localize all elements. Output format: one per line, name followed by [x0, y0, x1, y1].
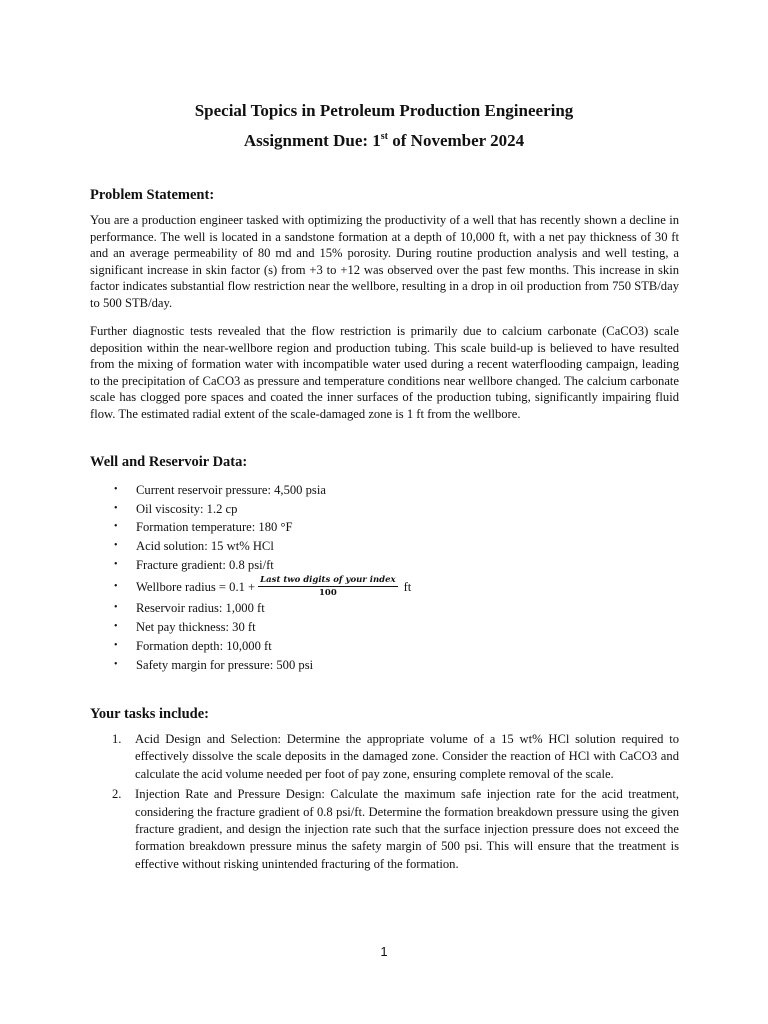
document-title: Special Topics in Petroleum Production Engineering — [194, 101, 574, 120]
list-item: • Net pay thickness: 30 ft — [90, 618, 679, 637]
bullet-icon: • — [114, 639, 118, 651]
problem-paragraph-1: You are a production engineer tasked with optimizing the productivity of a well that has recently shown a decline in performance. The well is located in a sandstone formation at a depth of 10,000 ft, with a net pay thickness of 30 ft and an average permeability of 80 md and 15% porosity. During routine production analysis and well testing, a significant increase in skin factor (s) from +3 to +12 was observed over the past few months. This increase in skin factor indicates substantial flow restriction near the wellbore, resulting in a drop in oil production from 750 STB/day to 500 STB/day. — [90, 213, 679, 310]
bullet-icon: • — [114, 521, 118, 533]
assignment-due-date — [0, 131, 768, 151]
list-item: • Acid solution: 15 wt% HCl — [90, 537, 679, 556]
task-number: 2. — [112, 787, 122, 802]
bullet-icon: • — [114, 502, 118, 514]
task-text: Acid Design and Selection: Determine the appropriate volume of a 15 wt% HCl solution required to effectively dissolve the scale deposits in the damaged zone. Consider the reaction of HCl with CaCO3 and calculate the acid volume needed per foot of pay zone, ensuring complete removal of the scale. — [135, 732, 679, 781]
bullet-icon: • — [114, 484, 118, 495]
list-item: • Current reservoir pressure: 4,500 psia — [90, 481, 679, 500]
task-text: Injection Rate and Pressure Design: Calculate the maximum safe injection rate for the acid treatment, considering the fracture gradient of 0.8 psi/ft. Determine the formation breakdown pressure using the given fracture gradient, and design the injection rate such that the surface injection pressure does not exceed the formation breakdown pressure minus the safety margin of 500 psi. This will ensure that the treatment is effective without risking unintended fracturing of the formation. — [135, 787, 679, 871]
bullet-icon: • — [114, 658, 118, 670]
fraction-denominator: 100 — [318, 588, 337, 599]
list-item: • Fracture gradient: 0.8 psi/ft — [90, 556, 679, 575]
list-item: • Oil viscosity: 1.2 cp — [90, 500, 679, 519]
list-item: • Safety margin for pressure: 500 psi — [90, 656, 679, 675]
well-data-list — [90, 481, 679, 674]
problem-statement-heading: Problem Statement: — [90, 187, 215, 203]
wellbore-radius-prefix: Wellbore radius = 0.1 + — [136, 580, 256, 595]
fraction-numerator: Last two digits of your index — [260, 575, 396, 586]
task-number: 1. — [112, 732, 122, 746]
bullet-icon: • — [114, 558, 118, 570]
bullet-icon: • — [114, 602, 118, 614]
tasks-heading: Your tasks include: — [90, 706, 209, 722]
task-list — [90, 731, 679, 876]
bullet-icon: • — [114, 621, 118, 633]
due-date-ordinal: st — [380, 131, 389, 142]
list-item: • Reservoir radius: 1,000 ft — [90, 599, 679, 618]
wellbore-radius-fraction — [258, 575, 397, 598]
problem-paragraph-2: Further diagnostic tests revealed that the flow restriction is primarily due to calcium carbonate (CaCO3) scale deposition within the near-wellbore region and production tubing. This scale build-up is believed to have resulted from the mixing of formation water with incompatible water used during a recent waterflooding campaign, leading to the precipitation of CaCO3 as pressure and temperature conditions near wellbore changed. The calcium carbonate scale has clogged pore spaces and coated the inner surfaces of the production tubing, significantly impairing fluid flow. The estimated radial extent of the scale-damaged zone is 1 ft from the wellbore. — [90, 324, 679, 421]
task-item — [90, 731, 679, 783]
list-item: • Formation temperature: 180 °F — [90, 518, 679, 537]
task-item — [90, 786, 679, 873]
due-date-prefix: Assignment Due: 1 — [243, 131, 381, 150]
page-number: 1 — [380, 944, 388, 959]
due-date-suffix: of November 2024 — [388, 131, 525, 150]
list-item: • Formation depth: 10,000 ft — [90, 637, 679, 656]
wellbore-radius-unit: ft — [403, 580, 412, 595]
wellbore-radius-item — [90, 575, 679, 599]
well-data-heading: Well and Reservoir Data: — [90, 454, 248, 470]
bullet-icon: • — [114, 540, 118, 552]
bullet-icon: • — [114, 581, 118, 593]
